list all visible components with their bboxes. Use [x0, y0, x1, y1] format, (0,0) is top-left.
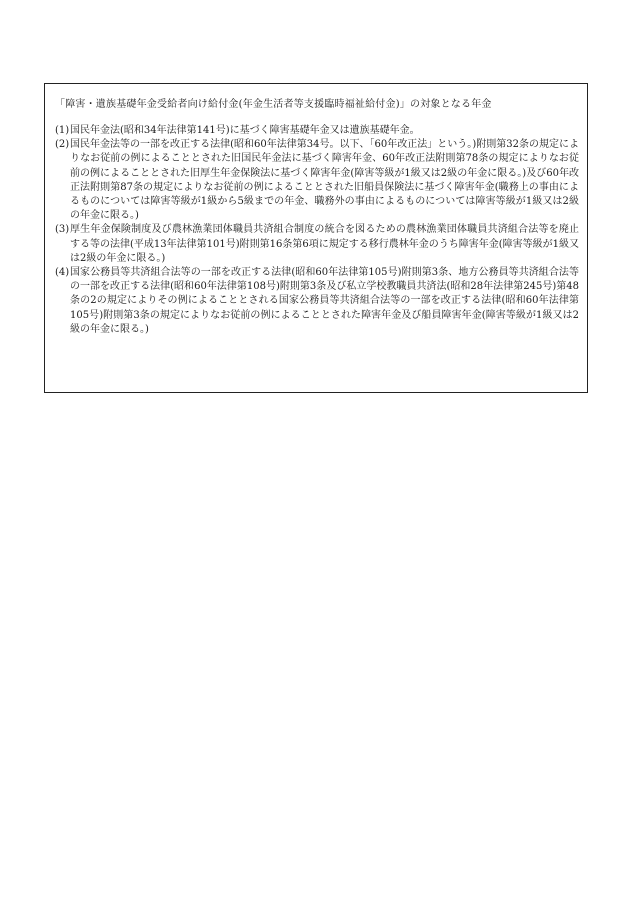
list-item	[55, 124, 579, 138]
item-number: (4)	[55, 267, 70, 279]
item-text: 国民年金法等の一部を改正する法律(昭和60年法律第34号。以下、「60年改正法」という。)附則第32条の規定によりなお従前の例によることとされた旧国民年金法に基づく障害年金、60年改正法附則第78条の規定によりなお従前の例によることとされた旧厚生年金保険法に基づく障害年金(障害等級が1級又は2級の年金に限る。)及び60年改正法附則第87条の規定によりなお従前の例によることとされた旧船員保険法に基づく障害年金(職務上の事由によるものについては障害等級が1級から5級までの年金、職務外の事由によるものについては障害等級が1級又は2級の年金に限る。)	[70, 139, 579, 222]
list-item	[55, 266, 579, 337]
item-number: (2)	[55, 139, 70, 151]
item-number: (1)	[55, 125, 70, 136]
item-number: (3)	[55, 224, 70, 236]
notice-box	[44, 83, 588, 393]
list-item	[55, 223, 579, 266]
item-text: 国民年金法(昭和34年法律第141号)に基づく障害基礎年金又は遺族基礎年金。	[70, 125, 420, 136]
document-title: 「障害・遺族基礎年金受給者向け給付金(年金生活者等支援臨時福祉給付金)」の対象となる年金	[55, 99, 492, 110]
item-text: 国家公務員等共済組合法等の一部を改正する法律(昭和60年法律第105号)附則第3条、地方公務員等共済組合法等の一部を改正する法律(昭和60年法律第108号)附則第3条及び私立学校教職員共済法(昭和28年法律第245号)第48条の2の規定によりその例によることとされる国家公務員等共済組合法等の一部を改正する法律(昭和60年法律第105号)附則第3条の規定によりなお従前の例によることとされた障害年金及び船員障害年金(障害等級が1級又は2級の年金に限る。)	[70, 267, 579, 335]
item-text: 厚生年金保険制度及び農林漁業団体職員共済組合制度の統合を図るための農林漁業団体職員共済組合法等を廃止する等の法律(平成13年法律第101号)附則第16条第6項に規定する移行農林年金のうち障害年金(障害等級が1級又は2級の年金に限る。)	[70, 224, 579, 264]
list-item	[55, 138, 579, 223]
